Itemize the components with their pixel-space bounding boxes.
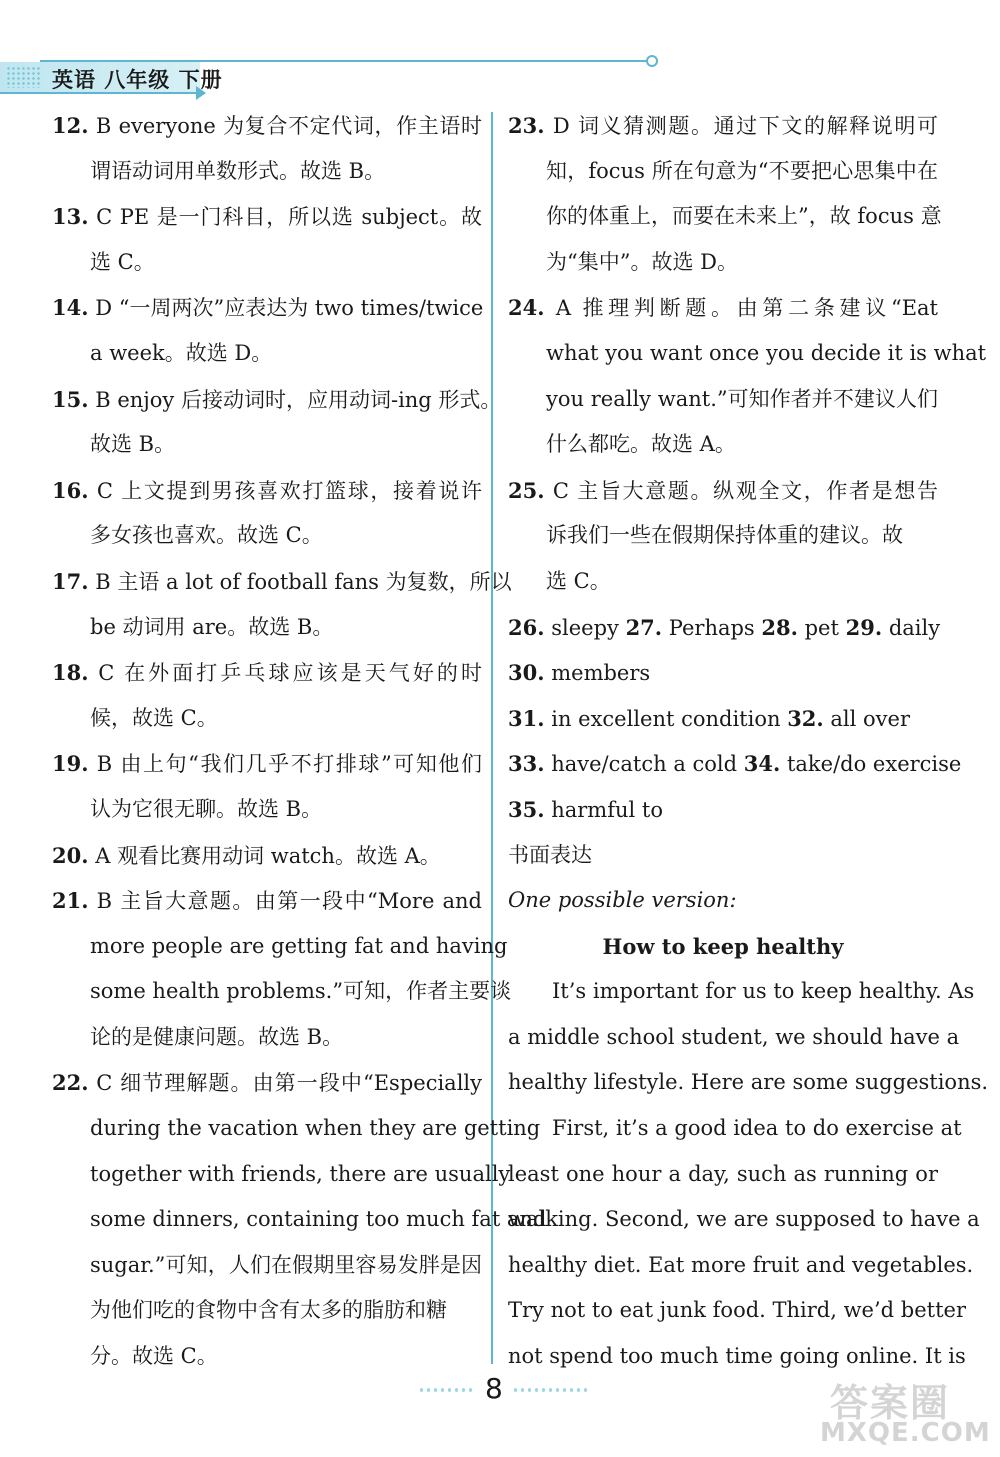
answer-text: Perhaps [662, 615, 762, 640]
answer-text: B 由上句“我们几乎不打排球”可知他们 [88, 752, 482, 777]
text-line [508, 696, 938, 742]
text-line [52, 969, 512, 1015]
text-line [508, 194, 942, 240]
answer-text: 为“集中”。故选 D。 [546, 249, 738, 274]
answer-text: sleepy [544, 615, 626, 640]
answer-text: 认为它很无聊。故选 B。 [90, 796, 323, 821]
answer-text: A 观看比赛用动词 watch。故选 A。 [88, 843, 441, 868]
answer-text: pet [797, 615, 846, 640]
text-line [508, 331, 987, 377]
question-number: 34. [743, 751, 781, 777]
text-line [508, 240, 938, 286]
header-title: 英语 八年级 下册 [52, 68, 223, 92]
text-line [52, 331, 482, 377]
answer-text: 多女孩也喜欢。故选 C。 [90, 523, 323, 548]
header-arrow-ornament [196, 86, 206, 100]
answer-text: B 主旨大意题。由第一段中“More and [88, 889, 482, 914]
text-line [508, 878, 938, 924]
answer-text: D “一周两次”应表达为 two times/twice [88, 296, 484, 321]
answer-text: during the vacation when they are getting [90, 1116, 541, 1141]
text-line [52, 240, 482, 286]
text-line [508, 377, 938, 423]
text-line [508, 833, 938, 879]
text-line [508, 1152, 938, 1198]
text-line [508, 1243, 974, 1289]
text-line [52, 285, 482, 331]
text-line [508, 787, 938, 833]
question-number: 14. [52, 295, 89, 321]
text-line [508, 924, 938, 970]
text-line [508, 1197, 980, 1243]
question-number: 19. [52, 751, 89, 777]
question-number: 30. [508, 660, 545, 686]
answer-text: have/catch a cold [544, 752, 744, 777]
answer-text: together with friends, there are usually [90, 1161, 511, 1186]
answer-text: more people are getting fat and having [90, 933, 508, 958]
question-number: 35. [508, 796, 545, 822]
answer-text: 谓语动词用单数形式。故选 B。 [90, 158, 386, 183]
answer-text: not spend too much time going online. It is [508, 1344, 966, 1369]
question-number: 31. [508, 705, 545, 731]
answer-text: some health problems.”可知，作者主要谈 [90, 979, 512, 1004]
text-line [52, 924, 508, 970]
text-line [52, 878, 482, 924]
watermark-text-cn: 答案圈 [830, 1381, 951, 1425]
text-line [52, 1334, 482, 1380]
watermark-text-en: MXQE.COM [820, 1418, 991, 1448]
answer-text: walking. Second, we are supposed to have a [508, 1207, 980, 1232]
answer-text: C PE 是一门科目，所以选 subject。故 [88, 205, 482, 230]
text-line [52, 1106, 541, 1152]
text-line [508, 422, 938, 468]
footer-dots-right [512, 1386, 588, 1394]
text-line [52, 787, 482, 833]
text-line [52, 103, 482, 149]
text-line [508, 559, 938, 605]
text-line [52, 149, 482, 195]
question-number: 27. [625, 614, 663, 640]
question-number: 18. [52, 660, 89, 686]
text-line [508, 1106, 962, 1152]
text-line [508, 285, 938, 331]
text-line [508, 1288, 966, 1334]
text-line [508, 468, 938, 514]
answer-text: C 上文提到男孩喜欢打篮球，接着说许 [88, 478, 482, 503]
text-line [52, 650, 482, 696]
answer-text: a middle school student, we should have a [508, 1024, 960, 1049]
answer-text: harmful to [544, 797, 663, 822]
answer-text: A 推理判断题。由第二条建议“Eat [544, 296, 938, 321]
answer-text: C 在外面打乒乓球应该是天气好的时 [88, 661, 482, 686]
header-dot-pattern [6, 66, 40, 88]
text-line [52, 1243, 482, 1289]
answer-text: 分。故选 C。 [90, 1344, 218, 1369]
answer-text: 选 C。 [90, 249, 155, 274]
answer-text: One possible version: [508, 888, 737, 913]
text-line [508, 650, 938, 696]
answer-text: in excellent condition [544, 706, 788, 731]
text-line [52, 377, 502, 423]
question-number: 25. [508, 477, 545, 503]
answer-text: 选 C。 [546, 568, 611, 593]
text-line [508, 103, 938, 149]
answer-text: healthy lifestyle. Here are some suggestions. [508, 1070, 989, 1095]
answer-text: C 细节理解题。由第一段中“Especially [88, 1071, 482, 1096]
question-number: 23. [508, 113, 545, 138]
text-line [52, 513, 482, 559]
text-line [52, 696, 482, 742]
text-line [508, 741, 962, 787]
watermark-logo [800, 1372, 990, 1452]
text-line [508, 1060, 989, 1106]
answer-text: Try not to eat junk food. Third, we’d better [508, 1298, 966, 1323]
text-line [508, 513, 938, 559]
text-line [508, 605, 941, 651]
text-line [52, 559, 512, 605]
text-line [52, 194, 482, 240]
question-number: 22. [52, 1070, 89, 1096]
question-number: 24. [508, 295, 545, 321]
answer-text: daily [882, 615, 941, 640]
answer-text: least one hour a day, such as running or [508, 1161, 938, 1186]
answer-text: 书面表达 [508, 842, 592, 867]
question-number: 29. [845, 614, 883, 640]
answer-text: It’s important for us to keep healthy. As [552, 979, 975, 1004]
text-line [52, 1015, 482, 1061]
header-circle-ornament [646, 55, 658, 67]
question-number: 20. [52, 842, 89, 868]
answer-text: 论的是健康问题。故选 B。 [90, 1024, 344, 1049]
answer-text: B 主语 a lot of football fans 为复数，所以 [88, 569, 512, 594]
answer-text: 什么都吃。故选 A。 [546, 432, 736, 457]
question-number: 16. [52, 477, 89, 503]
text-line [52, 741, 482, 787]
question-number: 12. [52, 113, 89, 138]
text-line [52, 468, 482, 514]
text-line [52, 1288, 482, 1334]
page-header [0, 52, 1000, 102]
question-number: 26. [508, 614, 545, 640]
text-line [52, 833, 482, 879]
page-number: 8 [485, 1372, 503, 1405]
text-line [52, 605, 482, 651]
text-line [508, 1015, 960, 1061]
answer-text: First, it’s a good idea to do exercise at [552, 1116, 962, 1141]
question-number: 28. [761, 614, 798, 640]
answer-text: take/do exercise [780, 752, 962, 777]
answer-text: all over [823, 706, 911, 731]
text-line [52, 422, 482, 468]
question-number: 32. [787, 705, 824, 731]
answer-text: 你的体重上，而要在未来上”，故 focus 意 [546, 204, 942, 229]
answer-text: How to keep healthy [602, 933, 844, 959]
answer-text: some dinners, containing too much fat and [90, 1207, 547, 1232]
answer-text: 知，focus 所在句意为“不要把心思集中在 [546, 158, 938, 183]
header-rule-bottom [0, 92, 200, 94]
answer-text: a week。故选 D。 [90, 340, 273, 365]
answer-text: B everyone 为复合不定代词，作主语时 [88, 114, 482, 138]
right-column [508, 103, 989, 1380]
question-number: 21. [52, 888, 89, 914]
question-number: 33. [508, 751, 545, 777]
answer-text: 诉我们一些在假期保持体重的建议。故 [546, 523, 903, 548]
footer-dots-left [418, 1386, 474, 1394]
question-number: 17. [52, 568, 89, 594]
answer-text: C 主旨大意题。纵观全文，作者是想告 [544, 478, 938, 503]
text-line [52, 1197, 547, 1243]
answer-text: 故选 B。 [90, 432, 176, 457]
text-line [52, 1060, 482, 1106]
answer-text: you really want.”可知作者并不建议人们 [546, 386, 938, 411]
text-line [52, 1152, 511, 1198]
text-line [508, 149, 938, 195]
question-number: 13. [52, 204, 89, 230]
answer-text: what you want once you decide it is what [546, 340, 987, 365]
answer-text: 候，故选 C。 [90, 705, 218, 730]
answer-text: 为他们吃的食物中含有太多的脂肪和糖 [90, 1298, 447, 1323]
answer-text: healthy diet. Eat more fruit and vegetables. [508, 1252, 974, 1277]
answer-text: B enjoy 后接动词时，应用动词-ing 形式。 [88, 387, 502, 412]
question-number: 15. [52, 386, 89, 412]
answer-text: members [544, 661, 651, 686]
text-line [508, 969, 975, 1015]
answer-text: be 动词用 are。故选 B。 [90, 614, 334, 639]
answer-text: sugar.”可知，人们在假期里容易发胖是因 [90, 1252, 482, 1277]
answer-text: D 词义猜测题。通过下文的解释说明可 [544, 114, 938, 138]
